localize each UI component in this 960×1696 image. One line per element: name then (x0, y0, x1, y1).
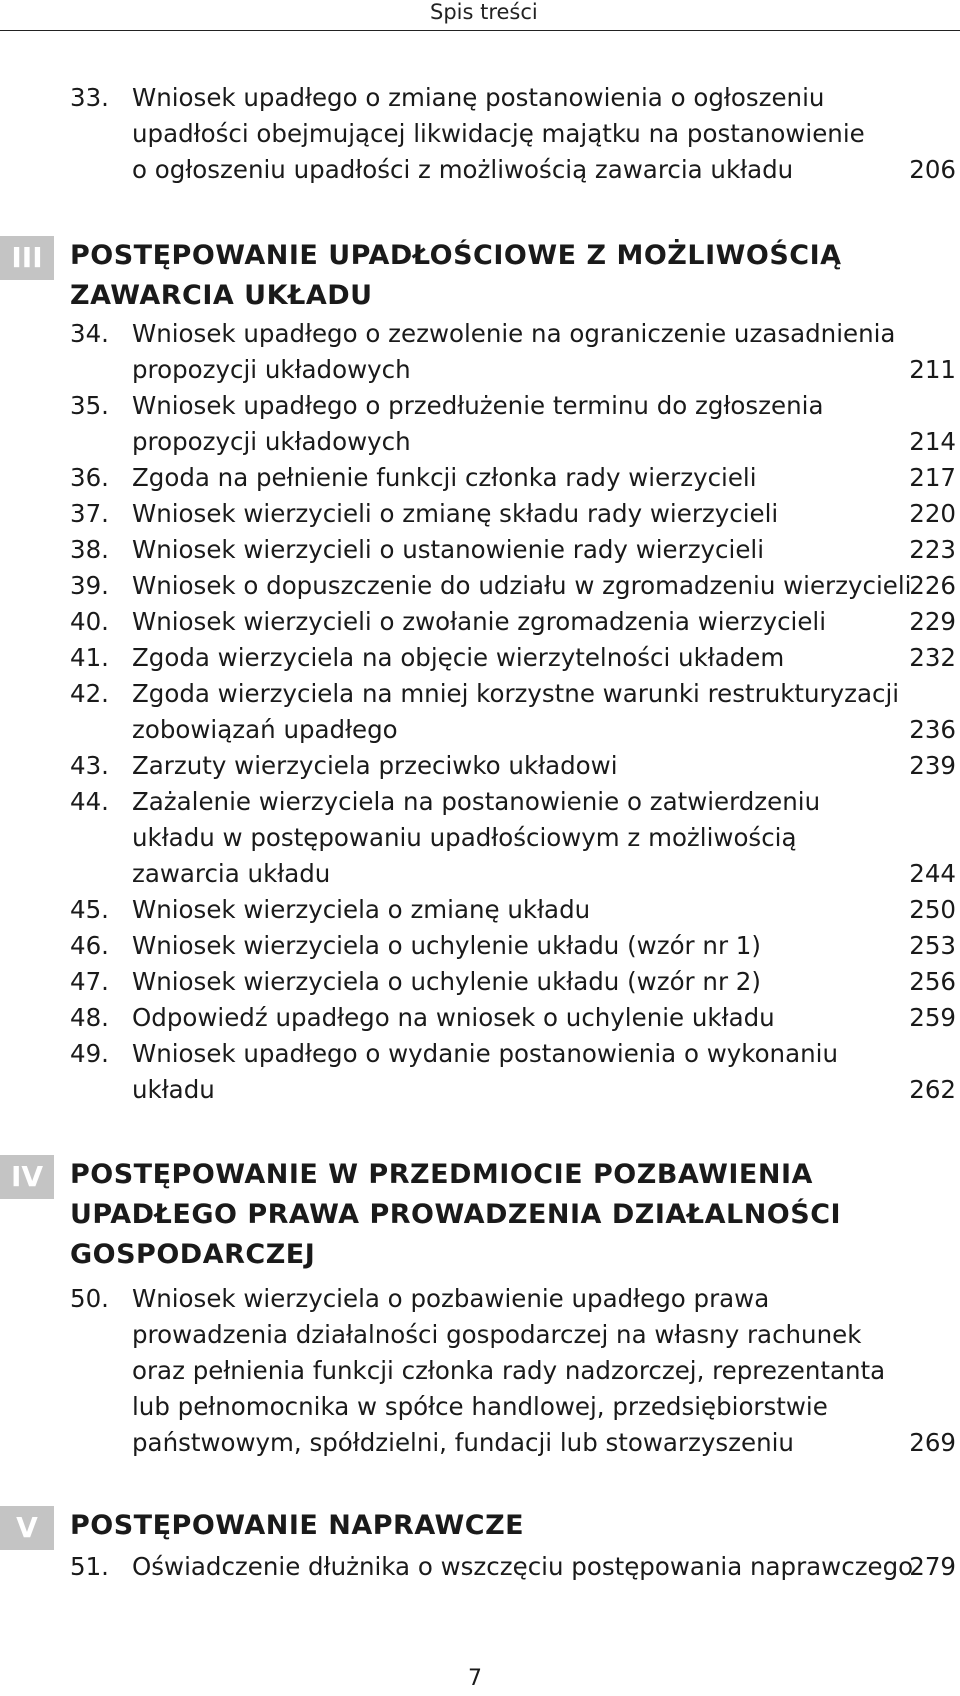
entry-number: 35. (70, 391, 109, 420)
section-title-line: POSTĘPOWANIE UPADŁOŚCIOWE Z MOŻLIWOŚCIĄ (70, 240, 842, 271)
entry-title (132, 532, 902, 568)
entry-number: 51. (70, 1552, 109, 1581)
entry-page-number: 226 (909, 571, 956, 600)
entry-page-number: 236 (909, 715, 956, 744)
entry-page-number: 229 (909, 607, 956, 636)
entry-number: 39. (70, 571, 109, 600)
entry-title (132, 928, 902, 964)
entry-title-line: Wniosek upadłego o wydanie postanowienia o wykonaniu (132, 1039, 838, 1068)
entry-title (132, 640, 902, 676)
entry-title-line: propozycji układowych (132, 427, 411, 456)
entry-page-number: 244 (909, 859, 956, 888)
entry-title-line: Zgoda wierzyciela na mniej korzystne warunki restrukturyzacji (132, 679, 900, 708)
entry-title-line: układu (132, 1075, 215, 1104)
entry-title-line: upadłości obejmującej likwidację majątku na postanowienie (132, 119, 865, 148)
section-title-iii (70, 236, 842, 316)
section-title-line: POSTĘPOWANIE NAPRAWCZE (70, 1510, 525, 1541)
entry-number: 41. (70, 643, 109, 672)
entry-title (132, 1549, 914, 1585)
entry-number: 33. (70, 83, 109, 112)
entry-title (132, 460, 902, 496)
entry-title-line: Wniosek wierzycieli o zwołanie zgromadzenia wierzycieli (132, 607, 827, 636)
entry-title (132, 676, 902, 748)
entry-title-line: Zażalenie wierzyciela na postanowienie o zatwierdzeniu (132, 787, 821, 816)
section-title-v (70, 1506, 524, 1546)
entry-title-line: Wniosek wierzycieli o ustanowienie rady wierzycieli (132, 535, 765, 564)
entry-page-number: 220 (909, 499, 956, 528)
entry-number: 34. (70, 319, 109, 348)
section-marker-iii: III (0, 236, 54, 280)
entry-number: 38. (70, 535, 109, 564)
page-number: 7 (468, 1666, 482, 1691)
entry-title-line: o ogłoszeniu upadłości z możliwością zawarcia układu (132, 155, 794, 184)
entry-title-line: Wniosek wierzyciela o pozbawienie upadłego prawa (132, 1284, 770, 1313)
entry-title (132, 568, 912, 604)
entry-number: 47. (70, 967, 109, 996)
section-marker-iv: IV (0, 1155, 54, 1199)
entry-title-line: Wniosek upadłego o przedłużenie terminu do zgłoszenia (132, 391, 824, 420)
entry-title-line: państwowym, spółdzielni, fundacji lub stowarzyszeniu (132, 1428, 794, 1457)
running-head (0, 0, 960, 31)
entry-title (132, 784, 902, 892)
section-title-line: POSTĘPOWANIE W PRZEDMIOCIE POZBAWIENIA (70, 1159, 813, 1190)
entry-title (132, 604, 902, 640)
entry-title-line: Wniosek o dopuszczenie do udziału w zgromadzeniu wierzycieli (132, 571, 912, 600)
entry-page-number: 250 (909, 895, 956, 924)
section-title-line: UPADŁEGO PRAWA PROWADZENIA DZIAŁALNOŚCI (70, 1199, 842, 1230)
entry-title (132, 748, 902, 784)
entry-title (132, 1281, 902, 1461)
entry-title-line: Wniosek wierzyciela o zmianę układu (132, 895, 591, 924)
entry-title-line: Wniosek upadłego o zezwolenie na ograniczenie uzasadnienia (132, 319, 896, 348)
entry-title (132, 80, 902, 188)
entry-title (132, 496, 902, 532)
entry-title-line: lub pełnomocnika w spółce handlowej, przedsiębiorstwie (132, 1392, 828, 1421)
entry-page-number: 232 (909, 643, 956, 672)
entry-number: 45. (70, 895, 109, 924)
entry-title (132, 1036, 902, 1108)
entry-page-number: 223 (909, 535, 956, 564)
entry-title-line: układu w postępowaniu upadłościowym z możliwością (132, 823, 797, 852)
entry-page-number: 262 (909, 1075, 956, 1104)
entry-title-line: Odpowiedź upadłego na wniosek o uchylenie układu (132, 1003, 775, 1032)
running-head-title: Spis treści (430, 0, 538, 24)
entry-title-line: Zgoda wierzyciela na objęcie wierzytelności układem (132, 643, 785, 672)
entry-page-number: 256 (909, 967, 956, 996)
section-marker-v: V (0, 1506, 54, 1550)
entry-title (132, 892, 902, 928)
entry-title (132, 388, 902, 460)
entry-title-line: Wniosek wierzyciela o uchylenie układu (wzór nr 1) (132, 931, 761, 960)
entry-title (132, 316, 902, 388)
entry-page-number: 259 (909, 1003, 956, 1032)
entry-title-line: Oświadczenie dłużnika o wszczęciu postępowania naprawczego (132, 1552, 914, 1581)
entry-number: 36. (70, 463, 109, 492)
entry-number: 50. (70, 1284, 109, 1313)
entry-title (132, 964, 902, 1000)
entry-page-number: 211 (909, 355, 956, 384)
entry-title-line: zawarcia układu (132, 859, 331, 888)
entry-number: 44. (70, 787, 109, 816)
entry-page-number: 214 (909, 427, 956, 456)
entry-number: 37. (70, 499, 109, 528)
entry-title-line: prowadzenia działalności gospodarczej na własny rachunek (132, 1320, 862, 1349)
entry-number: 43. (70, 751, 109, 780)
entry-title-line: propozycji układowych (132, 355, 411, 384)
entry-title-line: Wniosek wierzyciela o uchylenie układu (wzór nr 2) (132, 967, 761, 996)
entry-page-number: 217 (909, 463, 956, 492)
entry-number: 40. (70, 607, 109, 636)
entry-page-number: 269 (909, 1428, 956, 1457)
entry-page-number: 239 (909, 751, 956, 780)
entry-page-number: 253 (909, 931, 956, 960)
section-title-iv (70, 1155, 841, 1275)
entry-number: 48. (70, 1003, 109, 1032)
entry-title-line: zobowiązań upadłego (132, 715, 398, 744)
entry-page-number: 206 (909, 155, 956, 184)
entry-page-number: 279 (909, 1552, 956, 1581)
entry-number: 42. (70, 679, 109, 708)
entry-title (132, 1000, 902, 1036)
section-title-line: ZAWARCIA UKŁADU (70, 280, 373, 311)
section-title-line: GOSPODARCZEJ (70, 1239, 316, 1270)
entry-title-line: Wniosek wierzycieli o zmianę składu rady wierzycieli (132, 499, 779, 528)
entry-title-line: Wniosek upadłego o zmianę postanowienia o ogłoszeniu (132, 83, 825, 112)
entry-title-line: Zgoda na pełnienie funkcji członka rady wierzycieli (132, 463, 757, 492)
entry-number: 49. (70, 1039, 109, 1068)
entry-title-line: oraz pełnienia funkcji członka rady nadzorczej, reprezentanta (132, 1356, 886, 1385)
entry-title-line: Zarzuty wierzyciela przeciwko układowi (132, 751, 618, 780)
entry-number: 46. (70, 931, 109, 960)
